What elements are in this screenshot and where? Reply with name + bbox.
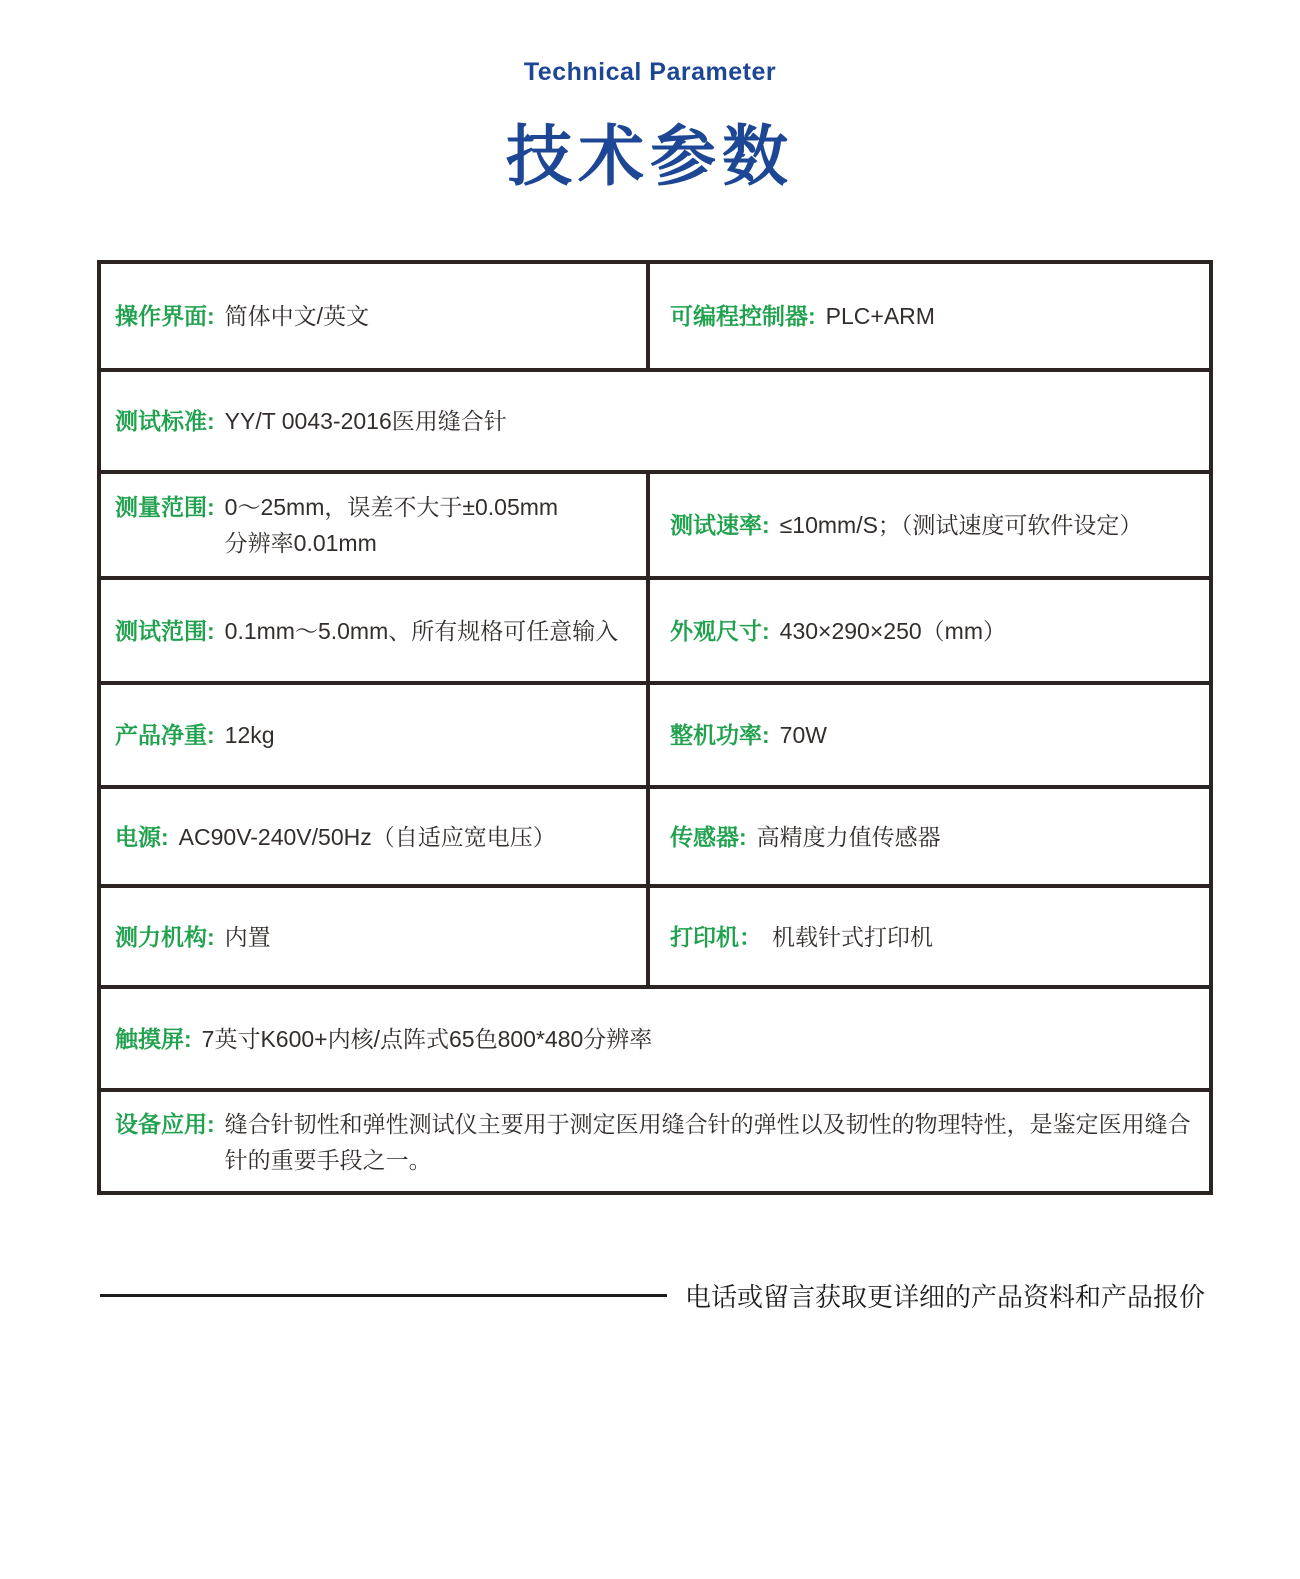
- param-label: 测力机构:: [115, 923, 215, 950]
- param-value: 机载针式打印机: [772, 923, 933, 950]
- param-label: 可编程控制器:: [670, 303, 816, 329]
- table-row: [101, 888, 1209, 989]
- page-header: [0, 58, 1300, 198]
- param-value: ≤10mm/S；（测试速度可软件设定）: [779, 512, 1143, 538]
- param-label: 传感器:: [670, 823, 747, 850]
- param-label: 打印机：: [670, 923, 762, 950]
- param-value: YY/T 0043-2016医用缝合针: [224, 408, 507, 434]
- footer-divider: [100, 1294, 667, 1297]
- param-cell: [650, 264, 1209, 368]
- footer-note: 电话或留言获取更详细的产品资料和产品报价: [685, 1282, 1206, 1312]
- param-value: 7英寸K600+内核/点阵式65色800*480分辨率: [201, 1025, 653, 1052]
- table-row: [101, 1092, 1209, 1191]
- param-cell: [650, 888, 1209, 985]
- param-label: 设备应用:: [115, 1110, 215, 1137]
- parameter-table: [97, 260, 1213, 1195]
- param-cell: [101, 264, 650, 368]
- param-value: 0.1mm～5.0mm、所有规格可任意输入: [224, 617, 619, 644]
- param-label: 测试范围:: [115, 617, 215, 644]
- param-value: 缝合针韧性和弹性测试仪主要用于测定医用缝合针的弹性以及韧性的物理特性，是鉴定医用缝合针的重要手段之一。: [224, 1110, 1191, 1173]
- param-cell: [101, 989, 1209, 1088]
- table-row: [101, 474, 1209, 580]
- table-row: [101, 264, 1209, 372]
- table-row: [101, 580, 1209, 685]
- param-label: 测量范围:: [115, 494, 215, 520]
- table-row: [101, 989, 1209, 1092]
- param-label: 电源:: [115, 823, 169, 850]
- param-value: AC90V-240V/50Hz（自适应宽电压）: [178, 823, 556, 850]
- param-value: 70W: [779, 722, 827, 748]
- header-subtitle: Technical Parameter: [523, 58, 777, 86]
- param-label: 产品净重:: [115, 722, 215, 748]
- param-cell: [650, 685, 1209, 785]
- table-row: [101, 685, 1209, 789]
- param-label: 测试速率:: [670, 512, 770, 538]
- param-label: 整机功率:: [670, 722, 770, 748]
- param-value: 430×290×250（mm）: [779, 617, 1006, 644]
- param-value: 高精度力值传感器: [756, 823, 941, 850]
- param-cell: [101, 372, 1209, 470]
- param-value: 12kg: [224, 722, 275, 748]
- param-cell: [101, 685, 650, 785]
- param-value: 简体中文/英文: [224, 303, 370, 329]
- param-label: 操作界面:: [115, 303, 215, 329]
- page-title: 技术参数: [506, 119, 794, 193]
- param-label: 外观尺寸:: [670, 617, 770, 644]
- param-cell: [101, 474, 650, 576]
- param-cell: [650, 580, 1209, 681]
- param-value: 内置: [224, 923, 271, 950]
- param-cell: [101, 789, 650, 884]
- param-cell: [101, 1092, 1209, 1191]
- table-row: [101, 789, 1209, 888]
- param-cell: [650, 474, 1209, 576]
- param-label: 测试标准:: [115, 408, 215, 434]
- param-cell: [101, 580, 650, 681]
- page-footer: [100, 1277, 1206, 1314]
- param-cell: [650, 789, 1209, 884]
- param-label: 触摸屏:: [115, 1025, 192, 1052]
- table-row: [101, 372, 1209, 474]
- param-value: PLC+ARM: [825, 303, 935, 329]
- param-value: 0～25mm，误差不大于±0.05mm 分辨率0.01mm: [224, 494, 559, 556]
- param-cell: [101, 888, 650, 985]
